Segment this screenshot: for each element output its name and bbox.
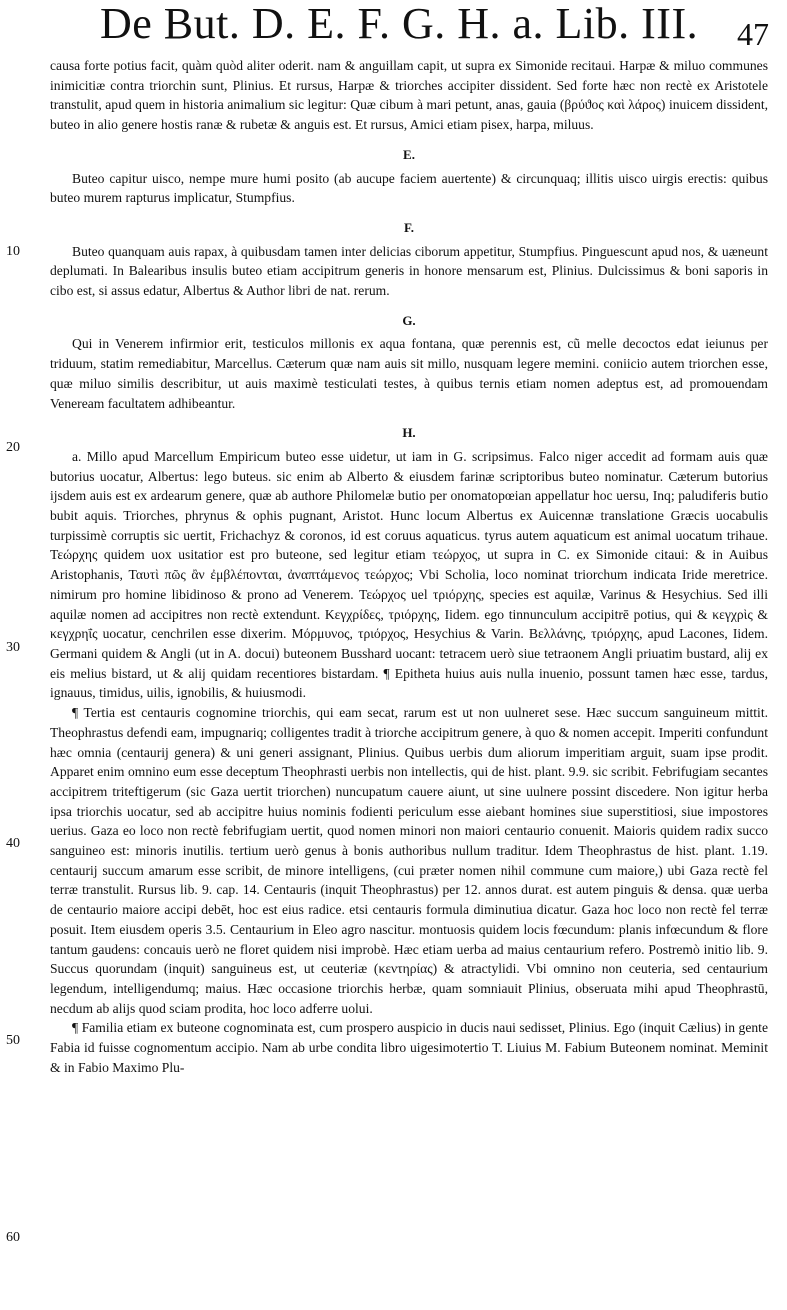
main-text <box>50 56 768 1077</box>
section-h-paragraph-2: ¶ Tertia est centauris cognomine triorchis, qui eam secat, rarum est ut non uulneret sese. Hæc succum sanguineum mittit. Theophrastus defendi eam, impugnariq; colligentes tradit à triorche accipitrum genere, à quo & nomen accepit. Imperiti confundunt hæc omnia (centaurij genera) & uni generi assignant, Plinius. Quibus uerbis dum aliorum imperitiam arguit, suam ipse prodit. Apparet enim omnino eum esse deceptum Theophrasti uerbis non intellectis, qui de hist. plant. 9.9. sic scribit. Febrifugiam secantes accipitrem triteftigerum (sic Gaza uertit triorchen) nuncupatum cauere aiunt, ut sine uulnere possint discedere. Non igitur herba ipsa triorchis uocatur, sed ab accipitre huius nominis fodienti periculum esse aiebant homines siue superstitiosi, siue impostores uerius. Gaza eo loco non rectè febrifugiam uertit, quod nomen minori non maiori centaurio conuenit. Maioris quidem radix succo sanguineo est: minoris inutilis. tertium uerò genus à bonis authoribus nullum traditur. Idem Theophrastus de hist. plant. 1.19. centaurij succum amarum esse scribit, de minore intelligens, (cui præter nomen nihil commune cum maiore,) ubi Gaza rectè fel terræ transtulit. Rursus lib. 9. cap. 14. Centauris (inquit Theophrastus) per 12. annos durat. est autem pinguis & densa. quæ uerba de centaurio maiore accipi debēt, hoc est eius radice. etsi centauris formula diminutiua dicatur. Gaza hoc loco non rectè fel terræ posuit. Item eiusdem operis 3.5. Centaurium in Eleo agro nascitur. montuosis quidem locis fœcundum: planis infœcundum & flore tantum gaudens: concauis uerò ne floret quidem nisi improbè. Hæc etiam uerba ad maius centaurium refero. Postremò initio lib. 9. Succus quorundam (inquit) sanguineus est, ut ceuteriæ (κεντηρίας) & atractylidi. Vbi omnino non ceuteria, sed centaurium legendum, intelligendumq; maius. Hæc occasione triorchis herbæ, quam somniauit Plinius, obseruata mihi apud Theophrastū, necdum ab alijs quod sciam prodita, hoc loco adferre uolui. <box>50 705 768 1016</box>
line-number-30: 30 <box>6 640 20 655</box>
section-heading-e: E. <box>403 146 415 162</box>
section-f-text: Buteo quanquam auis rapax, à quibusdam tamen inter delicias ciborum appetitur, Stumpfius. Pinguescunt apud nos, & uæneunt deplumati. In Balearibus insulis buteo etiam accipitrum generis in honore mensarum est, Plinius. Dulcissimus & boni saporis in cibo est, si assus edatur, Albertus & Author libri de nat. rerum. <box>50 243 768 299</box>
page-header <box>0 0 787 60</box>
line-number-60: 60 <box>6 1230 20 1245</box>
section-heading-f: F. <box>404 219 414 235</box>
running-title: De But. D. E. F. G. H. a. Lib. III. <box>100 0 699 48</box>
line-number-10: 10 <box>6 244 20 259</box>
section-e-text: Buteo capitur uisco, nempe mure humi posito (ab aucupe faciem auertente) & circunquaq; illitis uisco uirgis erectis: quibus buteo murem rapturus implicatur, Stumpfius. <box>50 170 768 206</box>
line-number-20: 20 <box>6 440 20 455</box>
line-number-50: 50 <box>6 1033 20 1048</box>
section-heading-h: H. <box>402 425 416 441</box>
intro-paragraph: causa forte potius facit, quàm quòd aliter oderit. nam & anguillam capit, ut supra ex Simonide recitaui. Harpæ & miluo communes inimicitiæ contra triorchin sunt, Plinius. Et rursus, Harpæ & triorches accipiter dissident. Sed forte hæc non rectè ex Aristotele transtulit, apud quem in historia animalium sic legitur: Quæ cibum à mari petunt, anas, gauia (βρύϑος καὶ λάρος) inuicem dissident, buteo in alio genere hostis ranæ & rubetæ & anguis est. Et rursus, Amici etiam pisex, harpa, miluus. <box>50 58 768 133</box>
line-number-40: 40 <box>6 836 20 851</box>
section-g-text: Qui in Venerem infirmior erit, testiculos millonis ex aqua fontana, quæ perennis est, cũ melle decoctos edat ieiunus per triduum, statim remediabitur, Marcellus. Cæterum quæ nam auis sit millo, nusquam legere memini. coniicio autem triorchen esse, quæ miluo similis describitur, ut auis maximè testiculati testes, à quibus ternis etiam nomen adeptus est, ad promouendam Veneream facultatem adhibeantur. <box>50 336 768 411</box>
section-heading-g: G. <box>402 312 416 328</box>
section-h-paragraph-1: a. Millo apud Marcellum Empiricum buteo esse uidetur, ut iam in G. scripsimus. Falco niger accedit ad formam auis quæ butorius uocatur, Albertus: lego buteus. sic enim ab Alberto & eiusdem farinæ scriptoribus buteo nominatur. Cæterum butorius ijsdem auis est ex ardearum genere, quæ ab authore Philomelæ butio per onomatopœian appellatur hoc uersu, Inq; paludiferis butio bubit aquis. Triorches, phrynus & ophis pugnant, Aristot. Hunc locum Albertus ex Auicennæ translatione Græcis uocabulis turpissimè corruptis sic uertit, Frichachyz & coronos, id est coruus aquaticus. tyrus autem aquaticum est animal uocatum trihaue. Τεώρχης quidem uox usitatior est pro buteone, sed legitur etiam τεώρχος, ut supra in C. ex Simonide citaui: & in Auibus Aristophanis, Ταυτὶ πῶς ἂν ἐμβλέπονται, ἀναπτάμενος τεώρχος; Vbi Scholia, loco nominat triorchum indicata Iride meretrice. nimirum pro homine libidinoso & prono ad Venerem. Τεώρχος uel τριόρχης, species est aquilæ, Varinus & Hesychius. Sed illi aquilæ nomen ad accipitres non rectè extendunt. Κεγχρίδες, τριόρχης, Iidem. ego tinnunculum accipitrē potius, qui & κεγχρὶς & κεγχρηΐς uocatur, cenchrilen esse dixerim. Μόρμυνος, τριόρχος, Hesychius & Varin. Βελλάνης, τριόρχης, apud Lacones, Iidem. Germani quidem & Angli (ut in A. docui) buteonem Busshard uocant: tetracem uerò siue tetraonem Angli priuatim bustard, alij ex eis melius bistard, ut & alij quidam recentiores bistardam. ¶ Epitheta huius auis nulla inuenio, possunt tamen hæc esse, tardus, ignauus, timidus, uilis, ignobilis, & huiusmodi. <box>50 448 768 701</box>
page-number: 47 <box>737 16 769 52</box>
section-h-paragraph-3: ¶ Familia etiam ex buteone cognominata est, cum prospero auspicio in ducis naui sedisset, Plinius. Ego (inquit Cælius) in gente Fabia id fuisse cognomentum accipio. Nam ab urbe condita libro uigesimotertio T. Liuius M. Fabium Buteonem nominat. Meminit & in Fabio Maximo Plu- <box>50 1020 768 1075</box>
